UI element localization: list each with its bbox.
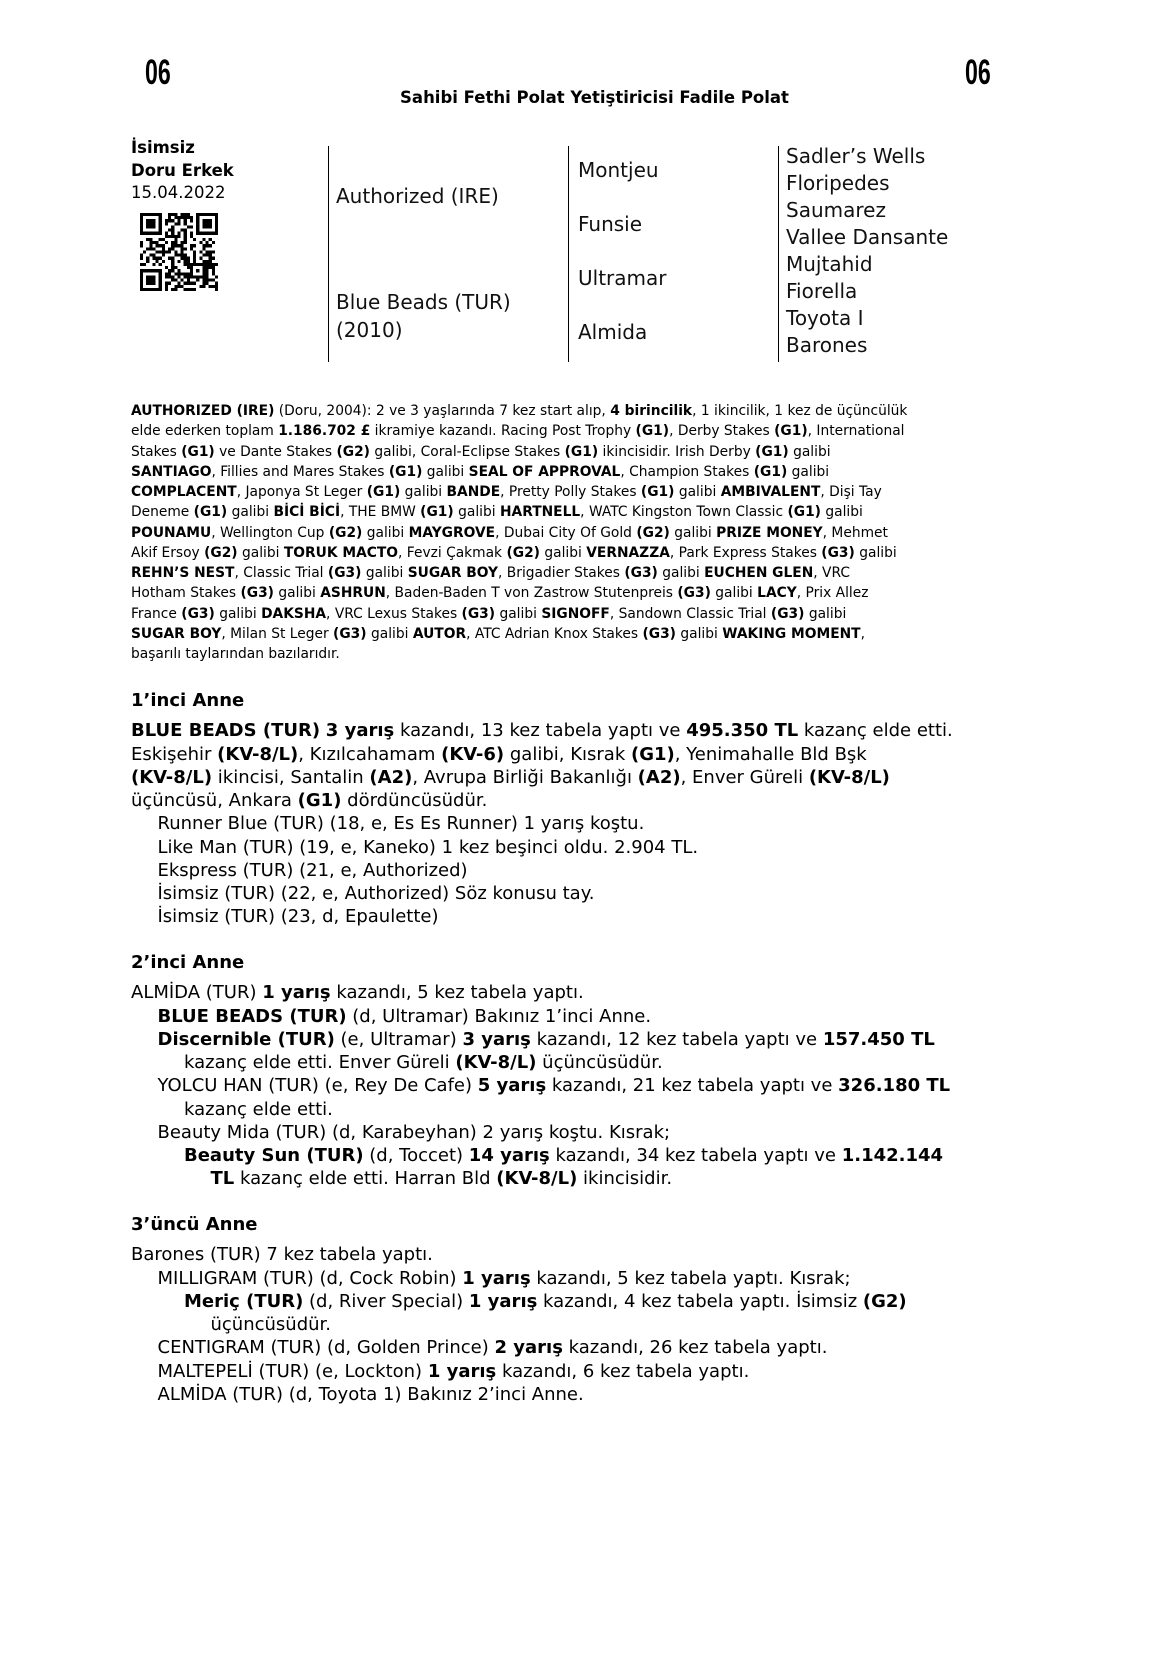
text-run: galibi (366, 625, 413, 642)
produce-entry (131, 1290, 953, 1337)
text-run: üçüncüsüdür. (210, 1314, 332, 1336)
bold-text: 495.350 TL (686, 720, 799, 742)
bold-text: TL (210, 1168, 235, 1190)
bold-text: (G3) (624, 565, 658, 581)
text-run: kazandı, 26 kez tabela yaptı. (562, 1337, 828, 1359)
bold-text: (G3) (677, 585, 711, 602)
text-run: Eskişehir (131, 743, 218, 765)
text-run: , THE BMW (340, 504, 421, 521)
pedigree-divider (568, 146, 569, 362)
text-run: galibi (788, 443, 831, 460)
produce-entry (131, 1005, 953, 1028)
text-run: , Japonya St Leger (236, 484, 367, 500)
pedigree-great-grandparent: Floripedes (786, 170, 890, 195)
text-line (184, 1098, 953, 1121)
text-run: galibi (361, 565, 408, 581)
text-run: (d, River Special) (303, 1290, 469, 1312)
bold-text: HARTNELL (499, 504, 581, 521)
text-line (184, 1144, 953, 1167)
bold-text: 1 yarış (427, 1360, 497, 1382)
text-run: kazandı, 12 kez tabela yaptı ve (530, 1028, 823, 1050)
bold-text: WAKING MOMENT (722, 625, 861, 642)
text-run: kazandı, 13 kez tabela yaptı ve (394, 720, 687, 742)
bold-text: SEAL OF APPROVAL (468, 463, 621, 480)
bold-text: 2 yarış (494, 1337, 563, 1359)
bold-text: (G1) (193, 504, 228, 521)
bold-text: (G1) (181, 443, 215, 460)
bold-text: (G3) (240, 585, 274, 602)
text-run: Beauty Mida (TUR) (d, Karabeyhan) 2 yarış koştu. Kısrak; (157, 1121, 671, 1143)
bold-text: LACY (757, 585, 797, 602)
bold-text: (G3) (642, 625, 676, 642)
text-run: YOLCU HAN (TUR) (e, Rey De Cafe) (157, 1075, 478, 1097)
bold-text: COMPLACENT (131, 484, 237, 500)
text-run: , Dişi Tay (820, 484, 882, 500)
pedigree-divider (328, 146, 329, 362)
text-run: , Derby Stakes (669, 423, 775, 440)
bold-text: AMBIVALENT (720, 484, 821, 500)
pedigree-grandparents (578, 143, 666, 359)
text-run: , Baden-Baden T von Zastrow Stutenpreis (385, 585, 678, 602)
bold-text: SUGAR BOY (131, 625, 222, 642)
text-run: (e, Ultramar) (334, 1028, 463, 1050)
text-run: ALMİDA (TUR) (d, Toyota 1) Bakınız 2’inci Anne. (157, 1383, 584, 1405)
text-run: Barones (TUR) 7 kez tabela yaptı. (131, 1244, 433, 1266)
sire-summary (131, 401, 907, 664)
text-run: MILLIGRAM (TUR) (d, Cock Robin) (157, 1267, 463, 1289)
text-line (131, 766, 953, 789)
horse-info (131, 137, 234, 205)
text-line (131, 482, 907, 502)
text-run: dördüncüsüdür. (341, 790, 488, 812)
text-run: , Pretty Polly Stakes (500, 484, 641, 500)
text-line (158, 1028, 953, 1051)
bold-text: (G1) (753, 463, 788, 480)
text-run: MALTEPELİ (TUR) (e, Lockton) (157, 1360, 428, 1382)
bold-text: 326.180 TL (838, 1075, 951, 1097)
pedigree-great-grandparent: Mujtahid (786, 251, 873, 276)
text-run: kazanç elde etti. Harran Bld (234, 1168, 497, 1190)
text-run: kazanç elde etti. (184, 1098, 333, 1120)
bold-text: (G3) (770, 605, 805, 622)
produce-entry (131, 1336, 953, 1359)
bold-text: REHN’S NEST (131, 565, 235, 581)
pedigree-sire: Authorized (IRE) (336, 184, 499, 208)
text-run: Hotham Stakes (131, 585, 241, 602)
text-run: İsimsiz (TUR) (22, e, Authorized) Söz konusu tay. (157, 883, 595, 905)
produce-entry (131, 981, 953, 1004)
dam-heading: 2’inci Anne (131, 952, 245, 974)
female-family (131, 689, 953, 1406)
bold-text: 1 yarış (468, 1290, 538, 1312)
bold-text: (G1) (297, 790, 342, 812)
text-run: galibi (787, 463, 830, 480)
text-line (184, 1290, 953, 1313)
horse-birth-date: 15.04.2022 (131, 183, 226, 202)
text-run: , Enver Güreli (680, 766, 809, 788)
text-run: elde ederken toplam (131, 423, 279, 440)
dam-section (131, 689, 953, 928)
text-run: galibi (273, 585, 321, 602)
text-run: , Avrupa Birliği Bakanlığı (412, 766, 638, 788)
text-run: ikramiye kazandı. Racing Post Trophy (370, 423, 636, 440)
produce-entry (131, 1144, 953, 1191)
text-run: başarılı taylarından bazılarıdır. (131, 646, 340, 662)
text-run: galibi (495, 605, 542, 622)
bold-text: MAYGROVE (408, 524, 496, 541)
text-line (158, 859, 953, 882)
text-line (131, 543, 907, 563)
text-line (158, 1074, 953, 1097)
produce-entry (131, 1267, 953, 1290)
pedigree-great-grandparent: Fiorella (786, 278, 858, 303)
bold-text: (G1) (366, 484, 401, 500)
pedigree-dam: Blue Beads (TUR) (336, 290, 511, 314)
bold-text: EUCHEN GLEN (704, 565, 814, 581)
bold-text: (G1) (630, 743, 675, 765)
text-run: , Kızılcahamam (298, 743, 442, 765)
text-run: kazandı, 6 kez tabela yaptı. (496, 1360, 750, 1382)
text-run: , Park Express Stakes (669, 544, 822, 561)
bold-text: (KV-8/L) (217, 743, 299, 765)
text-line (158, 1267, 953, 1290)
produce-entry (131, 905, 953, 928)
bold-text: (G1) (787, 504, 821, 521)
text-run: kazandı, 21 kez tabela yaptı ve (546, 1075, 839, 1097)
text-run: kazanç elde etti. (798, 720, 953, 742)
bold-text: 3 yarış (325, 720, 395, 742)
bold-text: PRIZE MONEY (716, 524, 823, 541)
bold-text: SUGAR BOY (407, 565, 499, 581)
text-line (158, 1383, 953, 1406)
text-run: galibi (710, 585, 758, 602)
bold-text: DAKSHA (261, 605, 327, 622)
pedigree-great-grandparent: Barones (786, 332, 868, 357)
text-run: galibi (453, 504, 500, 521)
text-line (131, 604, 907, 624)
text-run: galibi (400, 484, 447, 500)
text-run: Stakes (131, 443, 182, 460)
bold-text: (G3) (181, 605, 215, 622)
bold-text: (G2) (862, 1290, 907, 1312)
text-run: (Doru, 2004): 2 ve 3 yaşlarında 7 kez start alıp, (274, 403, 611, 419)
bold-text: (G1) (564, 443, 599, 460)
bold-text: (G2) (506, 544, 540, 561)
produce-entry (131, 719, 953, 812)
bold-text: (A2) (637, 766, 681, 788)
text-line (131, 789, 953, 812)
bold-text: Beauty Sun (TUR) (184, 1145, 364, 1167)
bold-text: Meriç (TUR) (184, 1290, 304, 1312)
text-line (158, 1005, 953, 1028)
qr-code (140, 213, 218, 291)
text-run: CENTIGRAM (TUR) (d, Golden Prince) (157, 1337, 495, 1359)
horse-name: İsimsiz (131, 138, 195, 157)
text-line (131, 1243, 953, 1266)
bold-text: (KV-6) (441, 743, 505, 765)
bold-text: 5 yarış (477, 1075, 547, 1097)
text-run: , Prix Allez (796, 585, 869, 602)
text-line (131, 523, 907, 543)
text-line (131, 624, 907, 644)
horse-color-sex: Doru Erkek (131, 160, 234, 180)
bold-text: (G1) (774, 423, 808, 440)
bold-text: SANTIAGO (131, 463, 212, 480)
bold-text: (G1) (388, 463, 423, 480)
text-run: galibi (820, 504, 863, 521)
text-line (158, 882, 953, 905)
pedigree-grandparent: Ultramar (578, 266, 667, 290)
bold-text: Discernible (TUR) (157, 1028, 335, 1050)
bold-text: (G3) (821, 544, 855, 561)
bold-text: 1 yarış (462, 1267, 531, 1289)
text-run: , Yenimahalle Bld Bşk (674, 743, 867, 765)
bold-text: (G1) (420, 504, 454, 521)
text-run: galibi (657, 565, 705, 581)
dam-heading: 3’üncü Anne (131, 1214, 258, 1236)
bold-text: TORUK MACTO (283, 544, 399, 561)
bold-text: BLUE BEADS (TUR) (157, 1005, 347, 1027)
text-run: , Champion Stakes (620, 463, 754, 480)
bold-text: 157.450 TL (822, 1028, 935, 1050)
text-run: , 1 ikincilik, 1 kez de üçüncülük (692, 403, 908, 419)
bold-text: 3 yarış (462, 1028, 531, 1050)
text-run: galibi (804, 605, 847, 622)
text-run: , Fillies and Mares Stakes (211, 463, 389, 480)
text-run: , VRC Lexus Stakes (326, 605, 462, 622)
lot-number-right: 06 (965, 53, 991, 92)
text-run: ikincisidir. (577, 1168, 673, 1190)
text-line (131, 583, 907, 603)
bold-text: (G2) (204, 544, 238, 561)
pedigree-great-grandparent: Saumarez (786, 197, 886, 222)
text-run: galibi (854, 544, 897, 561)
text-line (158, 836, 953, 859)
bold-text: BLUE BEADS (TUR) (131, 720, 321, 742)
text-line (131, 743, 953, 766)
produce-entry (131, 1028, 953, 1075)
bold-text: ASHRUN (320, 585, 386, 602)
text-run: , Sandown Classic Trial (609, 605, 771, 622)
pedigree-great-grandparents (786, 143, 948, 359)
produce-entry (131, 1074, 953, 1121)
text-run: , International (807, 423, 905, 440)
text-run: Ekspress (TUR) (21, e, Authorized) (157, 859, 468, 881)
text-run: , Wellington Cup (211, 524, 329, 541)
text-line (131, 502, 907, 522)
text-line (131, 644, 907, 664)
text-run: galibi (237, 544, 284, 561)
text-run: ALMİDA (TUR) (131, 982, 263, 1004)
lot-number-left: 06 (145, 53, 171, 92)
pedigree-divider (778, 146, 779, 362)
text-run: Like Man (TUR) (19, e, Kaneko) 1 kez beşinci oldu. 2.904 TL. (157, 836, 699, 858)
pedigree-dam-block (336, 288, 511, 344)
bold-text: 14 yarış (468, 1145, 550, 1167)
text-run: , WATC Kingston Town Classic (580, 504, 788, 521)
text-run: , (860, 625, 865, 642)
text-line (131, 421, 907, 441)
text-run: , Fevzi Çakmak (398, 544, 507, 561)
text-line (131, 563, 907, 583)
text-run: galibi (669, 524, 717, 541)
text-run: kazandı, 5 kez tabela yaptı. (330, 982, 584, 1004)
bold-text: (G2) (636, 524, 670, 541)
bold-text: (G2) (336, 443, 370, 460)
bold-text: SIGNOFF (541, 605, 610, 622)
text-line (131, 462, 907, 482)
bold-text: 1.186.702 £ (278, 423, 371, 440)
bold-text: BANDE (446, 484, 501, 500)
owner-breeder-title: Sahibi Fethi Polat Yetiştiricisi Fadile Polat (400, 88, 789, 107)
text-run: , Brigadier Stakes (498, 565, 625, 581)
produce-entry (131, 859, 953, 882)
text-run: galibi, Coral-Eclipse Stakes (370, 443, 565, 460)
produce-entry (131, 812, 953, 835)
text-run: ikincisidir. Irish Derby (598, 443, 756, 460)
pedigree-grandparent: Almida (578, 320, 648, 344)
bold-text: (G1) (635, 423, 670, 440)
text-line (211, 1313, 953, 1336)
pedigree-grandparent: Montjeu (578, 158, 659, 182)
text-run: , ATC Adrian Knox Stakes (466, 625, 643, 642)
text-run: Runner Blue (TUR) (18, e, Es Es Runner) 1 yarış koştu. (157, 813, 645, 835)
bold-text: (G3) (461, 605, 496, 622)
text-run: galibi (674, 484, 721, 500)
pedigree-great-grandparent: Sadler’s Wells (786, 143, 926, 168)
produce-entry (131, 836, 953, 859)
bold-text: (KV-8/L) (496, 1168, 578, 1190)
text-run: Akif Ersoy (131, 544, 205, 561)
text-line (158, 905, 953, 928)
produce-entry (131, 882, 953, 905)
pedigree-great-grandparent: Toyota I (786, 305, 864, 330)
bold-text: (G1) (755, 443, 789, 460)
bold-text: BİCİ BİCİ (273, 504, 341, 521)
text-line (131, 442, 907, 462)
text-run: galibi (214, 605, 262, 622)
bold-text: (G1) (640, 484, 675, 500)
text-run: galibi (422, 463, 469, 480)
text-line (158, 1121, 953, 1144)
dam-section (131, 951, 953, 1190)
produce-entry (131, 1243, 953, 1266)
text-run: kazanç elde etti. Enver Güreli (184, 1052, 456, 1074)
text-run: üçüncüsü, Ankara (131, 790, 298, 812)
text-run: galibi (539, 544, 587, 561)
pedigree-dam-year: (2010) (336, 318, 403, 342)
text-line (131, 719, 953, 742)
text-run: kazandı, 4 kez tabela yaptı. İsimsiz (537, 1290, 863, 1312)
text-run: üçüncüsüdür. (536, 1052, 663, 1074)
produce-entry (131, 1383, 953, 1406)
bold-text: (KV-8/L) (808, 766, 890, 788)
pedigree-great-grandparent: Vallee Dansante (786, 224, 949, 249)
text-line (158, 1336, 953, 1359)
text-line (184, 1051, 953, 1074)
bold-text: 1.142.144 (841, 1145, 944, 1167)
text-run: galibi (227, 504, 274, 521)
dam-heading: 1’inci Anne (131, 690, 245, 712)
bold-text: (KV-8/L) (131, 766, 213, 788)
text-run: ikincisi, Santalin (212, 766, 370, 788)
text-run: (d, Toccet) (363, 1145, 469, 1167)
produce-entry (131, 1360, 953, 1383)
text-run: , Mehmet (822, 524, 888, 541)
text-run: ve Dante Stakes (214, 443, 337, 460)
text-run: galibi, Kısrak (504, 743, 631, 765)
text-run: , Milan St Leger (221, 625, 334, 642)
bold-text: (KV-8/L) (455, 1052, 537, 1074)
text-line (158, 812, 953, 835)
bold-text: (G3) (327, 565, 362, 581)
bold-text: AUTHORIZED (IRE) (131, 403, 275, 419)
text-run: galibi (676, 625, 723, 642)
bold-text: (A2) (369, 766, 413, 788)
text-run: kazandı, 34 kez tabela yaptı ve (549, 1145, 842, 1167)
bold-text: POUNAMU (131, 524, 212, 541)
bold-text: 1 yarış (262, 982, 331, 1004)
text-line (131, 401, 907, 421)
text-run: İsimsiz (TUR) (23, d, Epaulette) (157, 906, 439, 928)
text-run: galibi (362, 524, 409, 541)
pedigree-grandparent: Funsie (578, 212, 643, 236)
bold-text: AUTOR (412, 625, 467, 642)
text-run: , Classic Trial (234, 565, 328, 581)
bold-text: (G3) (333, 625, 367, 642)
text-run: Deneme (131, 504, 194, 521)
text-run: France (131, 605, 182, 622)
text-run: (d, Ultramar) Bakınız 1’inci Anne. (346, 1005, 652, 1027)
bold-text: (G2) (328, 524, 363, 541)
text-line (211, 1167, 953, 1190)
text-run: , Dubai City Of Gold (495, 524, 637, 541)
text-run: , VRC (813, 565, 851, 581)
produce-entry (131, 1121, 953, 1144)
text-run: kazandı, 5 kez tabela yaptı. Kısrak; (530, 1267, 851, 1289)
text-line (158, 1360, 953, 1383)
text-line (131, 981, 953, 1004)
bold-text: VERNAZZA (586, 544, 670, 561)
dam-section (131, 1213, 953, 1406)
bold-text: 4 birincilik (610, 403, 693, 419)
